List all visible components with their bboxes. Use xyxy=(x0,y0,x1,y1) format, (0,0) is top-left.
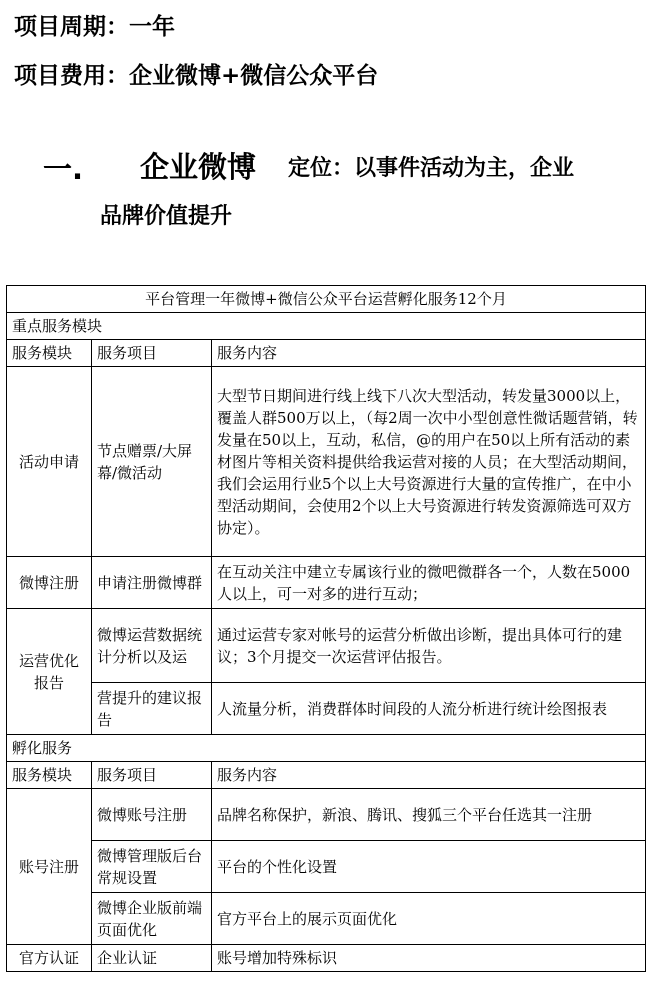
table-row xyxy=(7,945,646,972)
group-incubation: 孵化服务 xyxy=(7,735,646,762)
header-module: 服务模块 xyxy=(7,340,92,367)
header-module: 服务模块 xyxy=(7,762,92,789)
content-cell: 品牌名称保护，新浪、腾讯、搜狐三个平台任选其一注册 xyxy=(212,789,646,841)
group-key-services: 重点服务模块 xyxy=(7,313,646,340)
header-row xyxy=(7,340,646,367)
group-row xyxy=(7,735,646,762)
section-title: 企业微博 xyxy=(140,150,257,184)
item-cell: 企业认证 xyxy=(92,945,212,972)
table-row xyxy=(7,841,646,893)
project-period: 项目周期：一年 xyxy=(14,14,175,40)
item-cell: 微博运营数据统计分析以及运 xyxy=(92,609,212,683)
item-cell: 微博账号注册 xyxy=(92,789,212,841)
table-row xyxy=(7,789,646,841)
service-table xyxy=(6,285,646,972)
item-cell: 微博企业版前端页面优化 xyxy=(92,893,212,945)
content-cell: 在互动关注中建立专属该行业的微吧微群各一个，人数在5000人以上，可一对多的进行互动； xyxy=(212,557,646,609)
table-row xyxy=(7,367,646,557)
project-cost: 项目费用：企业微博+微信公众平台 xyxy=(14,63,379,89)
table-row xyxy=(7,893,646,945)
header-item: 服务项目 xyxy=(92,340,212,367)
content-cell: 人流量分析，消费群体时间段的人流分析进行统计绘图报表 xyxy=(212,683,646,735)
module-cell: 活动申请 xyxy=(7,367,92,557)
header-content: 服务内容 xyxy=(212,762,646,789)
group-row xyxy=(7,313,646,340)
header-row xyxy=(7,762,646,789)
table-row xyxy=(7,557,646,609)
module-cell: 运营优化报告 xyxy=(7,609,92,735)
table-row xyxy=(7,609,646,683)
content-cell: 通过运营专家对帐号的运营分析做出诊断，提出具体可行的建议；3个月提交一次运营评估报告。 xyxy=(212,609,646,683)
content-cell: 官方平台上的展示页面优化 xyxy=(212,893,646,945)
section-positioning: 定位：以事件活动为主，企业 xyxy=(288,156,575,181)
item-cell: 节点赠票/大屏幕/微活动 xyxy=(92,367,212,557)
content-cell: 大型节日期间进行线上线下八次大型活动，转发量3000以上，覆盖人群500万以上，（每2周一次中小型创意性微话题营销，转发量在50以上，互动，私信，@的用户在50以上所有活动的素材图片等相关资料提供给我运营对接的人员；在大型活动期间，我们会运用行业5个以上大号资源进行大量的宣传推广，在中小型活动期间，会使用2个以上大号资源进行转发资源筛选可双方协定）。 xyxy=(212,367,646,557)
item-cell: 申请注册微博群 xyxy=(92,557,212,609)
content-cell: 账号增加特殊标识 xyxy=(212,945,646,972)
module-cell: 官方认证 xyxy=(7,945,92,972)
section-number: 一. xyxy=(43,152,84,186)
content-cell: 平台的个性化设置 xyxy=(212,841,646,893)
item-cell: 微博管理版后台常规设置 xyxy=(92,841,212,893)
table-row xyxy=(7,683,646,735)
module-cell: 微博注册 xyxy=(7,557,92,609)
section-positioning-continued: 品牌价值提升 xyxy=(100,204,233,229)
table-title-row xyxy=(7,286,646,313)
header-content: 服务内容 xyxy=(212,340,646,367)
header-item: 服务项目 xyxy=(92,762,212,789)
item-cell: 营提升的建议报告 xyxy=(92,683,212,735)
module-cell: 账号注册 xyxy=(7,789,92,945)
table-title: 平台管理一年微博+微信公众平台运营孵化服务12个月 xyxy=(7,286,646,313)
